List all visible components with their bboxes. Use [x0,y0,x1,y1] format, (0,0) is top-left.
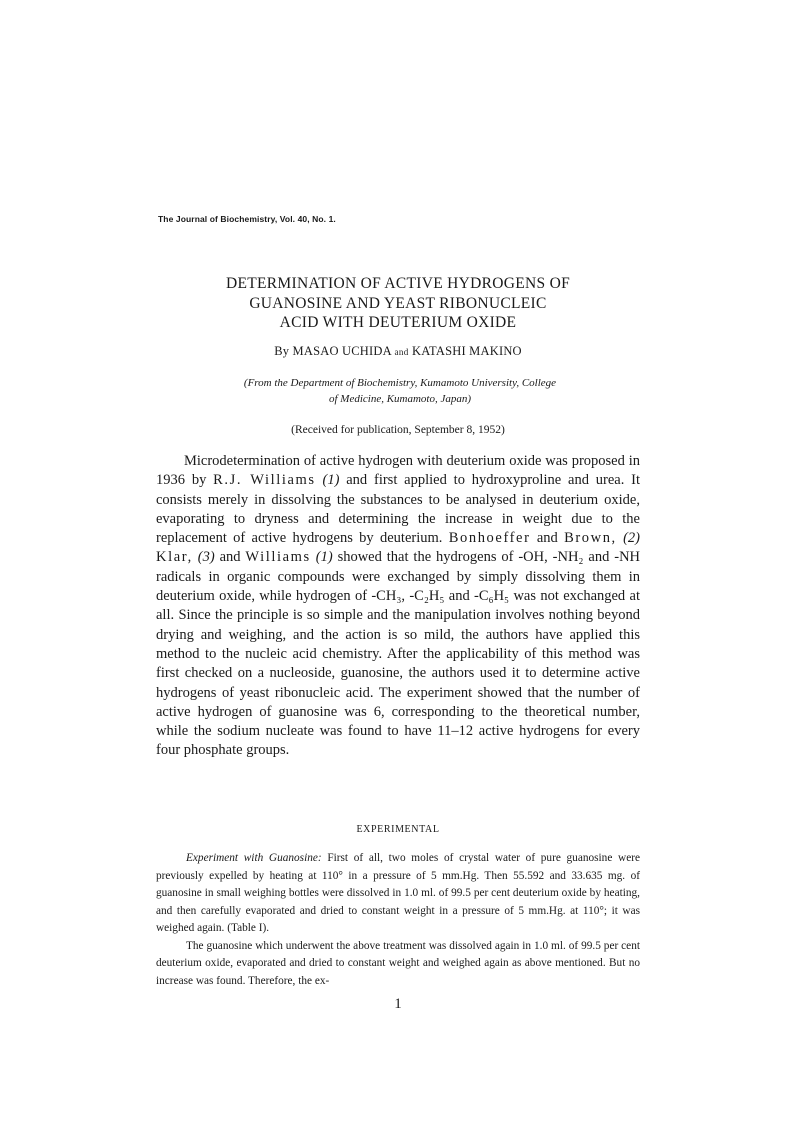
abstract-text: and [530,530,565,547]
abstract-text: and [214,549,246,566]
byline-by: By [274,344,290,358]
body-text: First of all, two moles of crystal water of pure guanosine were previously expelled by heating at 110° in a pressure of 5 mm.Hg. Then 55.592 and 33.635 mg. of guanosine in small weighing bottles were dissolved in 1.0 ml. of 99.5 per cent deuterium oxide by heating, and then carefully evaporated and dried to constant weight in a pressure of 5 mm.Hg. at 110°; it was weighed again. (Table I). [156,852,640,934]
abstract-text: and first applied to hydroxyproline and urea. It consists merely in dissolving the substances to be analysed in deuterium oxide, evaporating to dryness and determining the increase in weight due to the replacement of active hydrogens by deuterium. [156,472,641,547]
reference-mark: (2) [623,530,641,547]
affiliation [222,376,578,407]
abstract-text: Microdetermination of active hydrogen with deuterium oxide was proposed in 1936 by [156,453,640,489]
received-date: (Received for publication, September 8, 1952) [291,424,505,436]
experimental-body [156,850,640,990]
author-citation: Klar, [156,549,193,566]
author-name: KATASHI MAKINO [411,344,522,358]
author-name: MASAO UCHIDA [292,344,392,358]
byline-and: and [394,347,409,357]
author-citation: Bonhoeffer [448,530,531,547]
abstract-paragraph [156,452,640,761]
title-line: ACID WITH DEUTERIUM OXIDE [279,314,517,331]
body-paragraph: The guanosine which underwent the above treatment was dissolved again in 1.0 ml. of 99.5 per cent deuterium oxide, evaporated and dried to constant weight and weighed again as above mentioned. But no increase was found. Therefore, the ex- [156,939,640,987]
author-citation: Williams [245,549,311,566]
title-line: GUANOSINE AND YEAST RIBONUCLEIC [249,294,547,312]
reference-mark: (3) [197,549,215,566]
affiliation-line: of Medicine, Kumamoto, Japan) [328,392,472,405]
title-line: DETERMINATION OF ACTIVE HYDROGENS OF [225,275,571,292]
reference-mark: (1) [315,549,333,566]
paragraph-lead: Experiment with Guanosine: [186,852,322,864]
byline [200,344,596,359]
article-title [200,274,596,333]
journal-header: The Journal of Biochemistry, Vol. 40, No. 1. [158,214,336,224]
abstract-text: showed that the hydrogens of -OH, -NH₂ and -NH radicals in organic compounds were exchanged by simply dissolving them in deuterium oxide, while hydrogen of -CH₃, -C₂H₅ and -C₆H₅ was not exchanged at all. Since the principle is so simple and the manipulation involves nothing beyond drying and weighing, and the action is so mild, the authors have applied this method to the nucleic acid chemistry. After the applicability of this method was first checked on a nucleoside, guanosine, the authors used it to determine active hydrogens of yeast ribonucleic acid. The experiment showed that the number of active hydrogen of guanosine was 6, corresponding to the theoretical number, while the sodium nucleate was found to have 11–12 active hydrogens for every four phosphate groups. [156,549,641,759]
author-citation: R.J. Williams [213,472,316,489]
page-number: 1 [394,996,402,1012]
section-heading: EXPERIMENTAL [356,824,440,835]
author-citation: Brown, [564,530,617,547]
affiliation-line: (From the Department of Biochemistry, Kumamoto University, College [243,377,557,389]
body-paragraph [156,850,640,938]
reference-mark: (1) [322,472,340,489]
